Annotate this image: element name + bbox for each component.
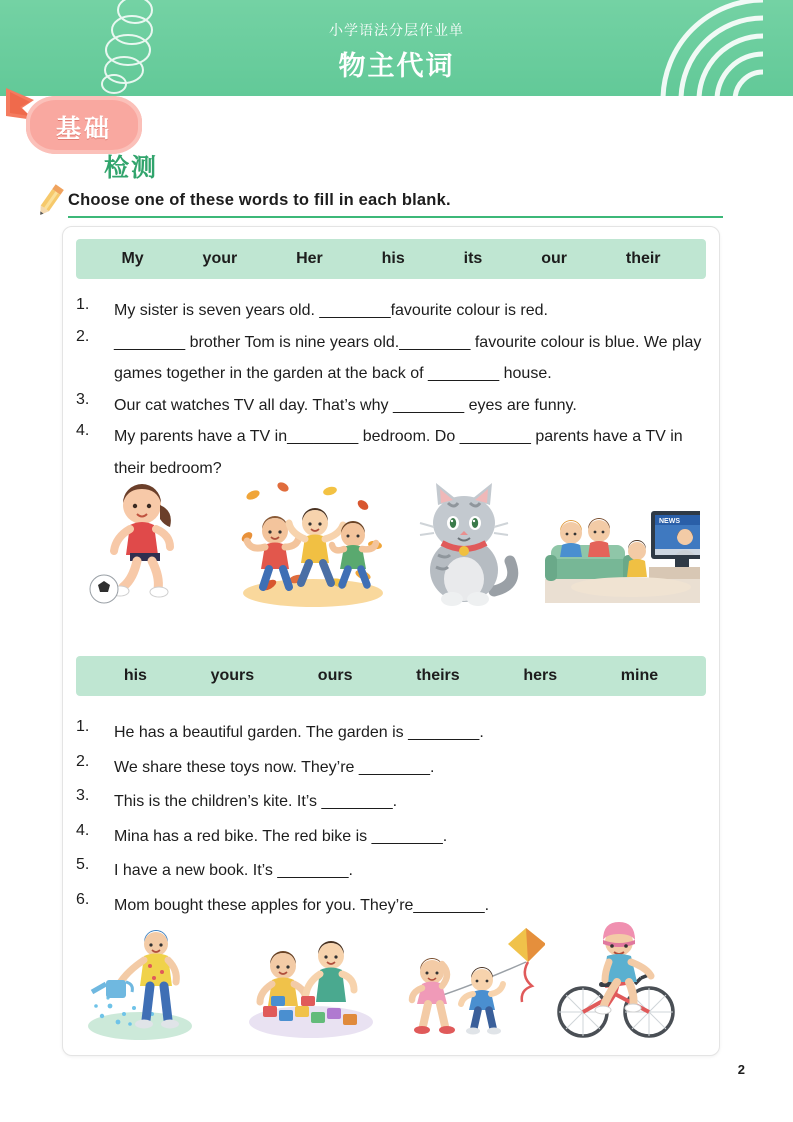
question-row bbox=[76, 752, 716, 784]
girl-playing-football-illustration bbox=[80, 475, 235, 610]
question-row bbox=[76, 327, 716, 390]
girl-riding-bicycle-illustration bbox=[545, 910, 700, 1045]
question-text: I have a new book. It’s ________. bbox=[114, 862, 353, 879]
question-text: We share these toys now. They’re ________. bbox=[114, 758, 435, 776]
question-text: Mom bought these apples for you. They’re________. bbox=[114, 896, 490, 914]
question-text: This is the children’s kite. It’s ________. bbox=[114, 793, 398, 810]
children-playing-in-autumn-leaves-illustration bbox=[235, 475, 390, 610]
children-playing-with-toy-blocks-illustration bbox=[235, 910, 390, 1045]
page-header bbox=[0, 0, 793, 96]
question-row bbox=[76, 821, 716, 853]
wordbank-item: mine bbox=[620, 667, 659, 684]
question-number: 4. bbox=[76, 422, 90, 439]
wordbank-item: his bbox=[123, 667, 147, 684]
question-row bbox=[76, 855, 716, 887]
page-title: 物主代词 bbox=[338, 51, 455, 81]
question-list-section-1 bbox=[76, 295, 716, 484]
question-number: 1. bbox=[76, 296, 90, 313]
grey-cat-sitting-illustration bbox=[390, 475, 545, 610]
question-row bbox=[76, 295, 716, 327]
children-flying-kite-illustration bbox=[390, 910, 545, 1045]
question-number: 5. bbox=[76, 856, 90, 873]
instruction-divider bbox=[68, 216, 723, 218]
instruction-text: Choose one of these words to fill in each blank. bbox=[68, 191, 451, 209]
badge-label: 基础 bbox=[55, 115, 112, 143]
wordbank-item: its bbox=[463, 250, 483, 267]
page-number: 2 bbox=[737, 1062, 745, 1077]
question-text: My sister is seven years old. ________favourite colour is red. bbox=[114, 302, 548, 319]
section-heading: 检测 bbox=[104, 154, 159, 182]
wordbank-item: theirs bbox=[416, 667, 460, 684]
question-number: 6. bbox=[76, 890, 90, 908]
wordbank-item: your bbox=[202, 250, 238, 267]
wordbank-item: hers bbox=[523, 667, 558, 684]
wordbank-possessive-pronouns bbox=[76, 656, 706, 696]
boy-watering-garden-illustration bbox=[80, 910, 235, 1045]
question-row bbox=[76, 390, 716, 422]
svg-text:NEWS: NEWS bbox=[659, 518, 680, 525]
wordbank-item: their bbox=[625, 250, 661, 267]
question-text: ________ brother Tom is nine years old.________ favourite colour is blue. We play games together in the garden at the back of ________ house. bbox=[114, 333, 702, 382]
wordbank-item: his bbox=[381, 250, 405, 267]
question-list-section-2 bbox=[76, 717, 716, 924]
wordbank-possessive-adjectives bbox=[76, 239, 706, 279]
question-number: 2. bbox=[76, 327, 90, 345]
wordbank-item: ours bbox=[317, 667, 353, 684]
illustration-row-section-2 bbox=[80, 905, 700, 1045]
pencil-icon bbox=[30, 181, 70, 221]
wordbank-item: My bbox=[121, 250, 144, 267]
question-text: He has a beautiful garden. The garden is ________. bbox=[114, 724, 484, 741]
question-text: My parents have a TV in________ bedroom. Do ________ parents have a TV in their bedroom? bbox=[114, 428, 683, 477]
illustration-row-section-1 bbox=[80, 470, 700, 610]
question-text: Our cat watches TV all day. That’s why ________ eyes are funny. bbox=[114, 396, 577, 414]
question-text: Mina has a red bike. The red bike is ________. bbox=[114, 827, 448, 845]
family-watching-tv-news-illustration bbox=[545, 475, 700, 610]
question-number: 3. bbox=[76, 787, 90, 804]
question-row bbox=[76, 717, 716, 749]
level-badge bbox=[26, 96, 142, 154]
header-subtitle: 小学语法分层作业单 bbox=[329, 22, 464, 38]
question-number: 2. bbox=[76, 752, 90, 770]
question-number: 3. bbox=[76, 390, 90, 408]
wordbank-item: our bbox=[541, 250, 567, 267]
question-number: 1. bbox=[76, 718, 90, 735]
wordbank-item: yours bbox=[210, 667, 255, 684]
question-number: 4. bbox=[76, 821, 90, 839]
question-row bbox=[76, 786, 716, 818]
wordbank-item: Her bbox=[296, 250, 323, 267]
